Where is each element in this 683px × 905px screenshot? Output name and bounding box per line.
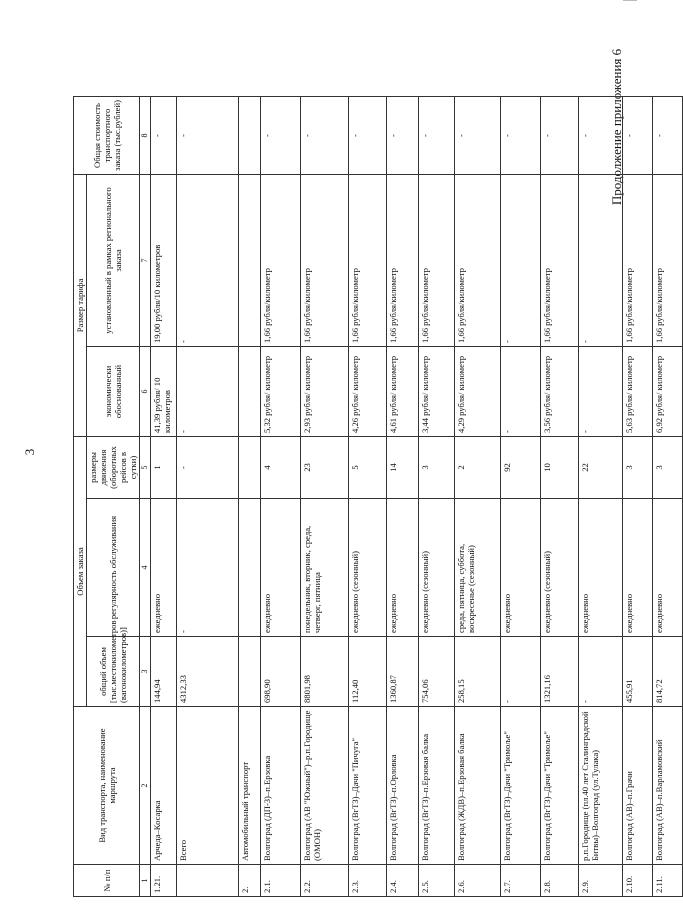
row-number: 2.: [238, 865, 260, 897]
total-cost: -: [176, 97, 238, 175]
total-cost: -: [150, 97, 176, 175]
movement-size: 23: [300, 437, 348, 499]
header-number: № п/п: [74, 865, 140, 897]
route-name: Волгоград (ВгТЗ)–п.Ерзовая балка: [418, 707, 454, 865]
table-row: [300, 97, 348, 897]
total-volume: 1321,16: [540, 637, 578, 707]
column-number: 5: [140, 437, 150, 499]
regularity: ежедневно: [500, 499, 540, 637]
route-name: Волгоград (ВгТЗ)–п.Орловка: [386, 707, 418, 865]
movement-size: 22: [578, 437, 622, 499]
total-cost: -: [500, 97, 540, 175]
established-tariff: 1,66 рубля/километр: [540, 175, 578, 347]
route-name: Волгоград (ЖДВ)–п.Ерзовая балка: [454, 707, 500, 865]
header-economic: экономически обоснованный: [87, 347, 140, 437]
total-cost: -: [386, 97, 418, 175]
economic-tariff: -: [578, 347, 622, 437]
economic-tariff: [238, 347, 260, 437]
economic-tariff: 2,93 рубля/ километр: [300, 347, 348, 437]
established-tariff: [238, 175, 260, 347]
table-row: [540, 97, 578, 897]
total-volume: 112,40: [348, 637, 386, 707]
total-cost: -: [260, 97, 300, 175]
economic-tariff: 4,61 рубля/ километр: [386, 347, 418, 437]
route-name: Волгоград (ВгТЗ)–Дачи "Тримоље": [540, 707, 578, 865]
route-name: Волгоград (ВгТЗ)–Дачи "Тримоље": [500, 707, 540, 865]
movement-size: 3: [622, 437, 652, 499]
total-volume: 258,15: [454, 637, 500, 707]
established-tariff: -: [500, 175, 540, 347]
column-number: 1: [140, 865, 150, 897]
header-order-volume: Объем заказа: [74, 437, 87, 707]
row-number: 2.4.: [386, 865, 418, 897]
established-tariff: 1,66 рубля/километр: [418, 175, 454, 347]
row-number: 2.6.: [454, 865, 500, 897]
established-tariff: 1,66 рубля/километр: [386, 175, 418, 347]
column-number: 2: [140, 707, 150, 865]
regularity: ежедневно: [622, 499, 652, 637]
header-total-cost: Общая стоимость транспортного заказа (тыс.рублей): [74, 97, 140, 175]
table-row: [176, 97, 238, 897]
total-volume: -: [578, 637, 622, 707]
economic-tariff: -: [500, 347, 540, 437]
row-number: [176, 865, 238, 897]
total-cost: -: [622, 97, 652, 175]
established-tariff: -: [176, 175, 238, 347]
row-number: 2.2.: [300, 865, 348, 897]
economic-tariff: -: [176, 347, 238, 437]
route-name: Волгоград (АВ "Южный")–р.п.Городище (ОМОН): [300, 707, 348, 865]
total-cost: -: [418, 97, 454, 175]
table-row: [500, 97, 540, 897]
total-volume: 1360,87: [386, 637, 418, 707]
row-number: 2.9.: [578, 865, 622, 897]
table-row: [238, 97, 260, 897]
movement-size: 5: [348, 437, 386, 499]
column-number: 6: [140, 347, 150, 437]
economic-tariff: 41,39 рубля/ 10 километров: [150, 347, 176, 437]
established-tariff: 19,00 рубля/10 километров: [150, 175, 176, 347]
row-number: 2.8.: [540, 865, 578, 897]
route-name: Волгоград (ДП-3)–п.Ерзовка: [260, 707, 300, 865]
header-route: Вид транспорта, наименование маршрута: [74, 707, 140, 865]
table-row: [652, 97, 682, 897]
table-row: [386, 97, 418, 897]
total-volume: 144,94: [150, 637, 176, 707]
regularity: -: [176, 499, 238, 637]
total-cost: -: [348, 97, 386, 175]
regularity: ежедневно (сезонный): [418, 499, 454, 637]
total-volume: [238, 637, 260, 707]
row-number: 2.10.: [622, 865, 652, 897]
established-tariff: 1,66 рубля/километр: [260, 175, 300, 347]
route-name: Волгоград (АВ)–п.Варламовский: [652, 707, 682, 865]
economic-tariff: 5,32 рубля/ километр: [260, 347, 300, 437]
header-regularity: регулярность обслуживания: [87, 499, 140, 637]
total-cost: -: [300, 97, 348, 175]
table-row: [260, 97, 300, 897]
movement-size: 3: [652, 437, 682, 499]
economic-tariff: 4,26 рубля/ километр: [348, 347, 386, 437]
table-row: [622, 97, 652, 897]
total-volume: 4312,33: [176, 637, 238, 707]
regularity: понедельник, вторник, среда, четверг, пятница: [300, 499, 348, 637]
established-tariff: 1,66 рубля/километр: [300, 175, 348, 347]
total-volume: 8801,98: [300, 637, 348, 707]
table-row: [454, 97, 500, 897]
regularity: ежедневно: [260, 499, 300, 637]
economic-tariff: 3,44 рубля/ километр: [418, 347, 454, 437]
movement-size: 2: [454, 437, 500, 499]
route-name: Волгоград (ВгТЗ)–Дачи "Пичуга": [348, 707, 386, 865]
row-number: 1.21.: [150, 865, 176, 897]
total-volume: 814,72: [652, 637, 682, 707]
column-number: 8: [140, 97, 150, 175]
route-name: Волгоград (АВ)–п.Грачи: [622, 707, 652, 865]
column-number: 4: [140, 499, 150, 637]
total-cost: -: [652, 97, 682, 175]
established-tariff: 1,66 рубля/километр: [454, 175, 500, 347]
header-established: установленный в рамках регионального заказа: [87, 175, 140, 347]
regularity: [238, 499, 260, 637]
regularity: ежедневно (сезонный): [540, 499, 578, 637]
route-name: р.п.Городище (пл.40 лет Сталинградской Битвы)–Волгоград (ул.Тулака): [578, 707, 622, 865]
regularity: ежедневно: [652, 499, 682, 637]
row-number: 2.1.: [260, 865, 300, 897]
movement-size: 10: [540, 437, 578, 499]
scan-edge-mark: [623, 0, 637, 3]
movement-size: [238, 437, 260, 499]
row-number: 2.3.: [348, 865, 386, 897]
page-number: 3: [22, 448, 37, 456]
table-row: [418, 97, 454, 897]
total-volume: 698,90: [260, 637, 300, 707]
economic-tariff: 4,29 рубля/ километр: [454, 347, 500, 437]
movement-size: 3: [418, 437, 454, 499]
movement-size: 1: [150, 437, 176, 499]
regularity: ежедневно: [578, 499, 622, 637]
established-tariff: 1,66 рубля/километр: [652, 175, 682, 347]
row-number: 2.5.: [418, 865, 454, 897]
column-number-row: [140, 97, 150, 897]
movement-size: 4: [260, 437, 300, 499]
regularity: ежедневно: [386, 499, 418, 637]
column-number: 7: [140, 175, 150, 347]
regularity: среда, пятница, суббота, воскресенье (сезонный): [454, 499, 500, 637]
table-row: [348, 97, 386, 897]
continuation-heading: Продолжение приложения 6: [609, 48, 624, 206]
regularity: ежедневно: [150, 499, 176, 637]
total-volume: 754,06: [418, 637, 454, 707]
movement-size: -: [176, 437, 238, 499]
row-number: 2.7.: [500, 865, 540, 897]
header-movement-size: размеры движения (оборотных рейсов в сутки): [87, 437, 140, 499]
header-total-volume: общий объем [тыс.местокилометров (вагонокилометров)]: [87, 637, 140, 707]
total-volume: -: [500, 637, 540, 707]
route-name: Арчеда–Косарка: [150, 707, 176, 865]
table-row: [150, 97, 176, 897]
table-row: [578, 97, 622, 897]
route-name: Всего: [176, 707, 238, 865]
total-cost: [238, 97, 260, 175]
total-cost: -: [540, 97, 578, 175]
header-tariff: Размер тарифа: [74, 175, 87, 437]
total-volume: 455,91: [622, 637, 652, 707]
section-heading: Автомобильный транспорт: [238, 707, 260, 865]
row-number: 2.11.: [652, 865, 682, 897]
economic-tariff: 3,56 рубля/ километр: [540, 347, 578, 437]
regularity: ежедневно (сезонный): [348, 499, 386, 637]
established-tariff: 1,66 рубля/километр: [622, 175, 652, 347]
column-number: 3: [140, 637, 150, 707]
table-body: [150, 97, 682, 897]
established-tariff: 1,66 рубля/километр: [348, 175, 386, 347]
economic-tariff: 5,63 рубля/ километр: [622, 347, 652, 437]
total-cost: -: [454, 97, 500, 175]
movement-size: 92: [500, 437, 540, 499]
economic-tariff: 6,92 рубля/ километр: [652, 347, 682, 437]
movement-size: 14: [386, 437, 418, 499]
tariff-table: [73, 96, 683, 897]
established-tariff: -: [578, 175, 622, 347]
total-cost: -: [578, 97, 622, 175]
